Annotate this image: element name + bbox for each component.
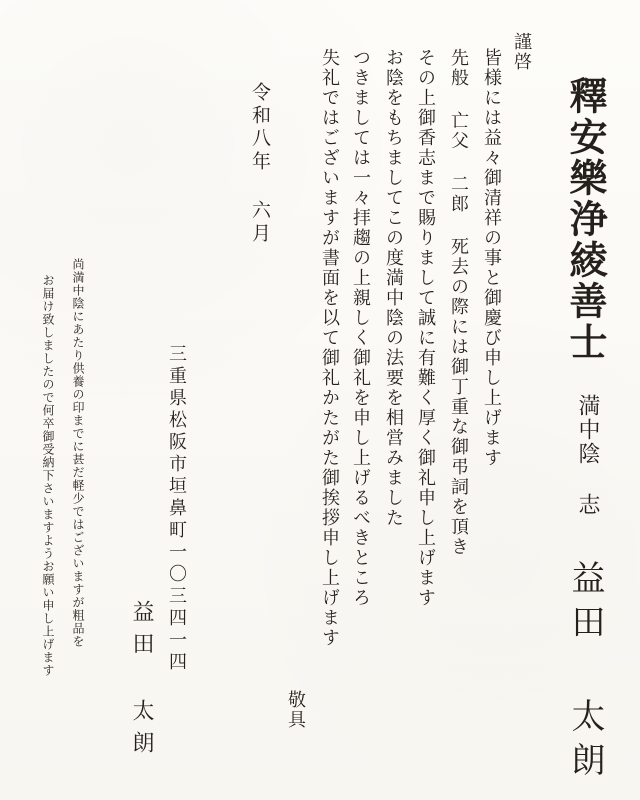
- postscript-line-1: 尚満中陰にあたり供養の印までに甚だ軽少ではございますが粗品を: [71, 258, 85, 648]
- letter-line-4: お陰をもちましてこの度満中陰の法要を相営みました: [383, 48, 404, 528]
- posthumous-name: 釋安樂浄綾善士: [563, 76, 608, 363]
- address-line: 三重県松阪市垣鼻町一〇三四一四: [166, 344, 187, 674]
- letter-line-1: 皆様には益々御清祥の事と御慶び申し上げます: [481, 48, 502, 468]
- greeting: 謹啓: [511, 32, 532, 72]
- date-line: 令和八年 六月: [249, 82, 271, 246]
- sender-name-large: 益田 太朗: [565, 560, 605, 786]
- signer-name: 益田 太朗: [129, 600, 154, 763]
- closing-word: 敬具: [285, 690, 306, 730]
- letter-line-6: 失礼ではございますが書面を以て御礼かたがた御挨拶申し上げます: [319, 48, 340, 648]
- letter-line-5: つきましては一々拝趨の上親しく御礼を申し上げるべきところ: [350, 48, 371, 608]
- chuin-label: 満中陰 志: [575, 394, 600, 517]
- postscript-line-2: お届け致しましたので何卒御受納下さいますようお願い申し上げます: [41, 274, 55, 677]
- letter-line-2: 先般 亡父 二郎 死去の際には御丁重な御弔詞を頂き: [448, 48, 469, 557]
- letter-line-3: その上御香志まで賜りまして誠に有難く厚く御礼申し上げます: [415, 48, 436, 608]
